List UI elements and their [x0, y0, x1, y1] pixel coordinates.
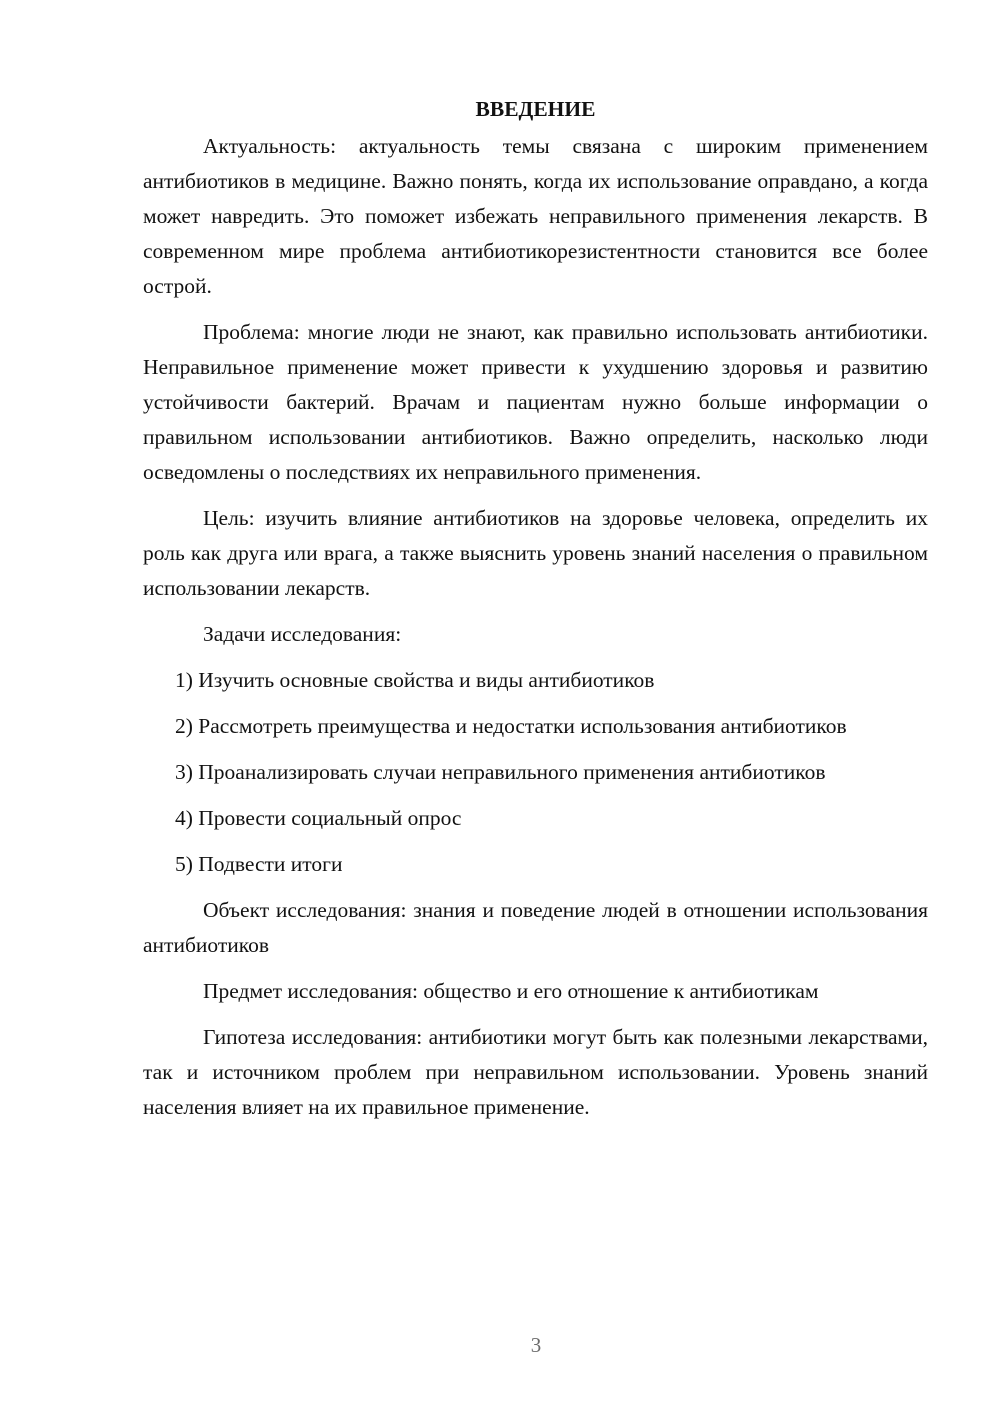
hypothesis-paragraph: Гипотеза исследования: антибиотики могут быть как полезными лекарствами, так и источником проблем при неправильном использовании. Уровень знаний населения влияет на их правильное применение.	[143, 1025, 928, 1119]
relevance-paragraph: Актуальность: актуальность темы связана с широким применением антибиотиков в медицине. Важно понять, когда их использование оправдано, а когда может навредить. Это поможет избежать неправильного применения лекарств. В современном мире проблема антибиотикорезистентности становится все более острой.	[143, 134, 928, 298]
research-subject-paragraph: Предмет исследования: общество и его отношение к антибиотикам	[203, 979, 819, 1003]
research-object-paragraph: Объект исследования: знания и поведение людей в отношении использования антибиотиков	[143, 898, 928, 957]
task-item-1: 1) Изучить основные свойства и виды антибиотиков	[175, 668, 655, 692]
problem-paragraph: Проблема: многие люди не знают, как правильно использовать антибиотики. Неправильное применение может привести к ухудшению здоровья и развитию устойчивости бактерий. Врачам и пациентам нужно больше информации о правильном использовании антибиотиков. Важно определить, насколько люди осведомлены о последствиях их неправильного применения.	[143, 320, 928, 484]
task-item-3: 3) Проанализировать случаи неправильного применения антибиотиков	[175, 760, 826, 784]
task-item-4: 4) Провести социальный опрос	[175, 806, 462, 830]
task-item-2: 2) Рассмотреть преимущества и недостатки использования антибиотиков	[175, 714, 847, 738]
task-item-5: 5) Подвести итоги	[175, 852, 343, 876]
page-title: ВВЕДЕНИЕ	[475, 97, 596, 121]
goal-paragraph: Цель: изучить влияние антибиотиков на здоровье человека, определить их роль как друга или врага, а также выяснить уровень знаний населения о правильном использовании лекарств.	[143, 506, 928, 600]
page-number: 3	[530, 1333, 542, 1357]
tasks-title: Задачи исследования:	[203, 622, 402, 646]
page-body	[143, 92, 928, 1136]
